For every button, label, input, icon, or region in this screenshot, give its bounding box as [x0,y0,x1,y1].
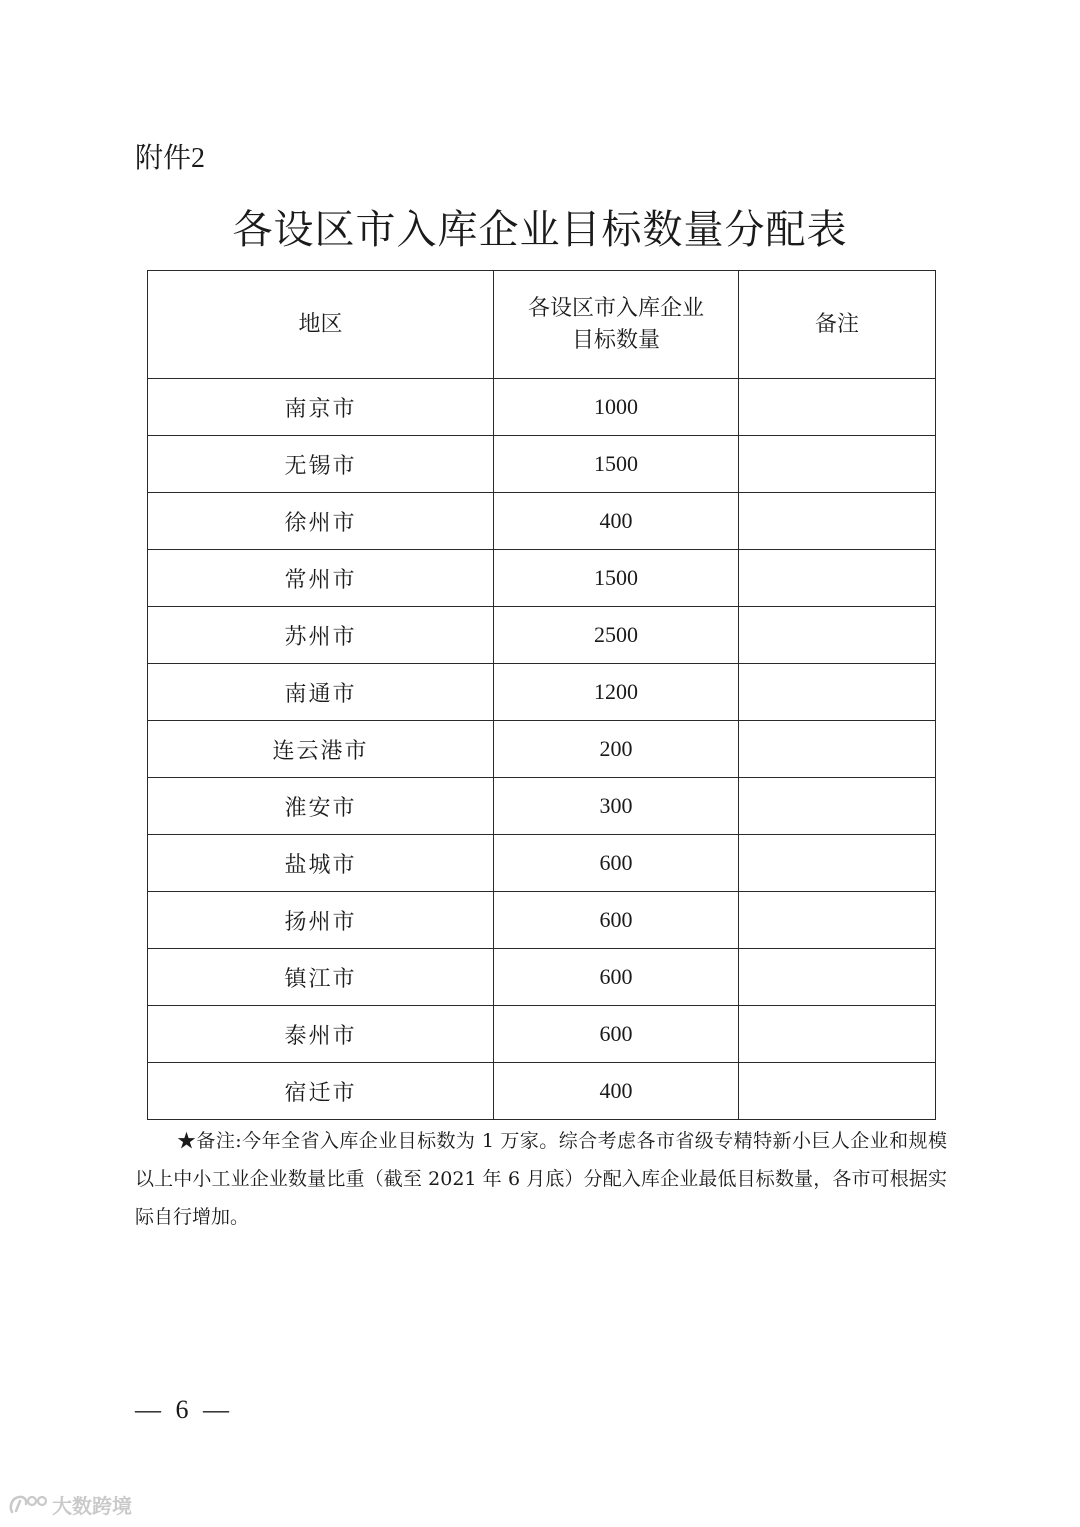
table-row [148,835,936,892]
target-cell: 1000 [494,379,739,436]
header-region: 地区 [148,271,494,379]
header-target [494,271,739,379]
table-row [148,892,936,949]
table-row [148,436,936,493]
watermark-text: 大数跨境 [52,1494,132,1518]
attachment-text: 附件 [135,141,192,174]
remark-cell [739,892,936,949]
target-cell: 400 [494,1063,739,1120]
table-row [148,607,936,664]
header-remark: 备注 [739,271,936,379]
table-row [148,1063,936,1120]
watermark [8,1490,132,1519]
region-cell: 徐州市 [148,493,494,550]
remark-cell [739,607,936,664]
target-cell: 600 [494,949,739,1006]
remark-cell [739,436,936,493]
header-target-line1: 各设区市入库企业 [527,295,704,321]
table-body [148,379,936,1120]
target-cell: 600 [494,1006,739,1063]
target-cell: 200 [494,721,739,778]
region-cell: 镇江市 [148,949,494,1006]
remark-cell [739,1006,936,1063]
remark-cell [739,1063,936,1120]
region-cell: 南通市 [148,664,494,721]
target-cell: 1500 [494,436,739,493]
header-target-line2: 目标数量 [571,327,660,353]
table-row [148,1006,936,1063]
table-row [148,550,936,607]
region-cell: 无锡市 [148,436,494,493]
remark-cell [739,664,936,721]
target-cell: 300 [494,778,739,835]
region-cell: 淮安市 [148,778,494,835]
region-cell: 盐城市 [148,835,494,892]
region-cell: 苏州市 [148,607,494,664]
remark-cell [739,493,936,550]
remark-cell [739,379,936,436]
region-cell: 泰州市 [148,1006,494,1063]
target-cell: 600 [494,892,739,949]
region-cell: 连云港市 [148,721,494,778]
remark-cell [739,778,936,835]
region-cell: 宿迁市 [148,1063,494,1120]
table-row [148,778,936,835]
attachment-label [135,138,205,179]
page-number: — 6 — [135,1395,233,1424]
allocation-table [147,270,936,1120]
table-row [148,664,936,721]
remark-cell [739,949,936,1006]
target-cell: 400 [494,493,739,550]
target-cell: 600 [494,835,739,892]
document-title: 各设区市入库企业目标数量分配表 [232,207,848,253]
region-cell: 常州市 [148,550,494,607]
target-cell: 1500 [494,550,739,607]
table-row [148,721,936,778]
region-cell: 南京市 [148,379,494,436]
remark-cell [739,835,936,892]
remark-cell [739,550,936,607]
table-row [148,949,936,1006]
target-cell: 2500 [494,607,739,664]
attachment-number: 2 [191,143,206,174]
table-row [148,379,936,436]
table-row [148,493,936,550]
region-cell: 扬州市 [148,892,494,949]
brand-logo-icon [8,1494,48,1516]
target-cell: 1200 [494,664,739,721]
footnote: ★备注:今年全省入库企业目标数为 1 万家。综合考虑各市省级专精特新小巨人企业和规模以上中小工业企业数量比重（截至 2021 年 6 月底）分配入库企业最低目标数量，各市可根据实际自行增加。 [135,1130,947,1228]
remark-cell [739,721,936,778]
table-header-row [148,271,936,379]
